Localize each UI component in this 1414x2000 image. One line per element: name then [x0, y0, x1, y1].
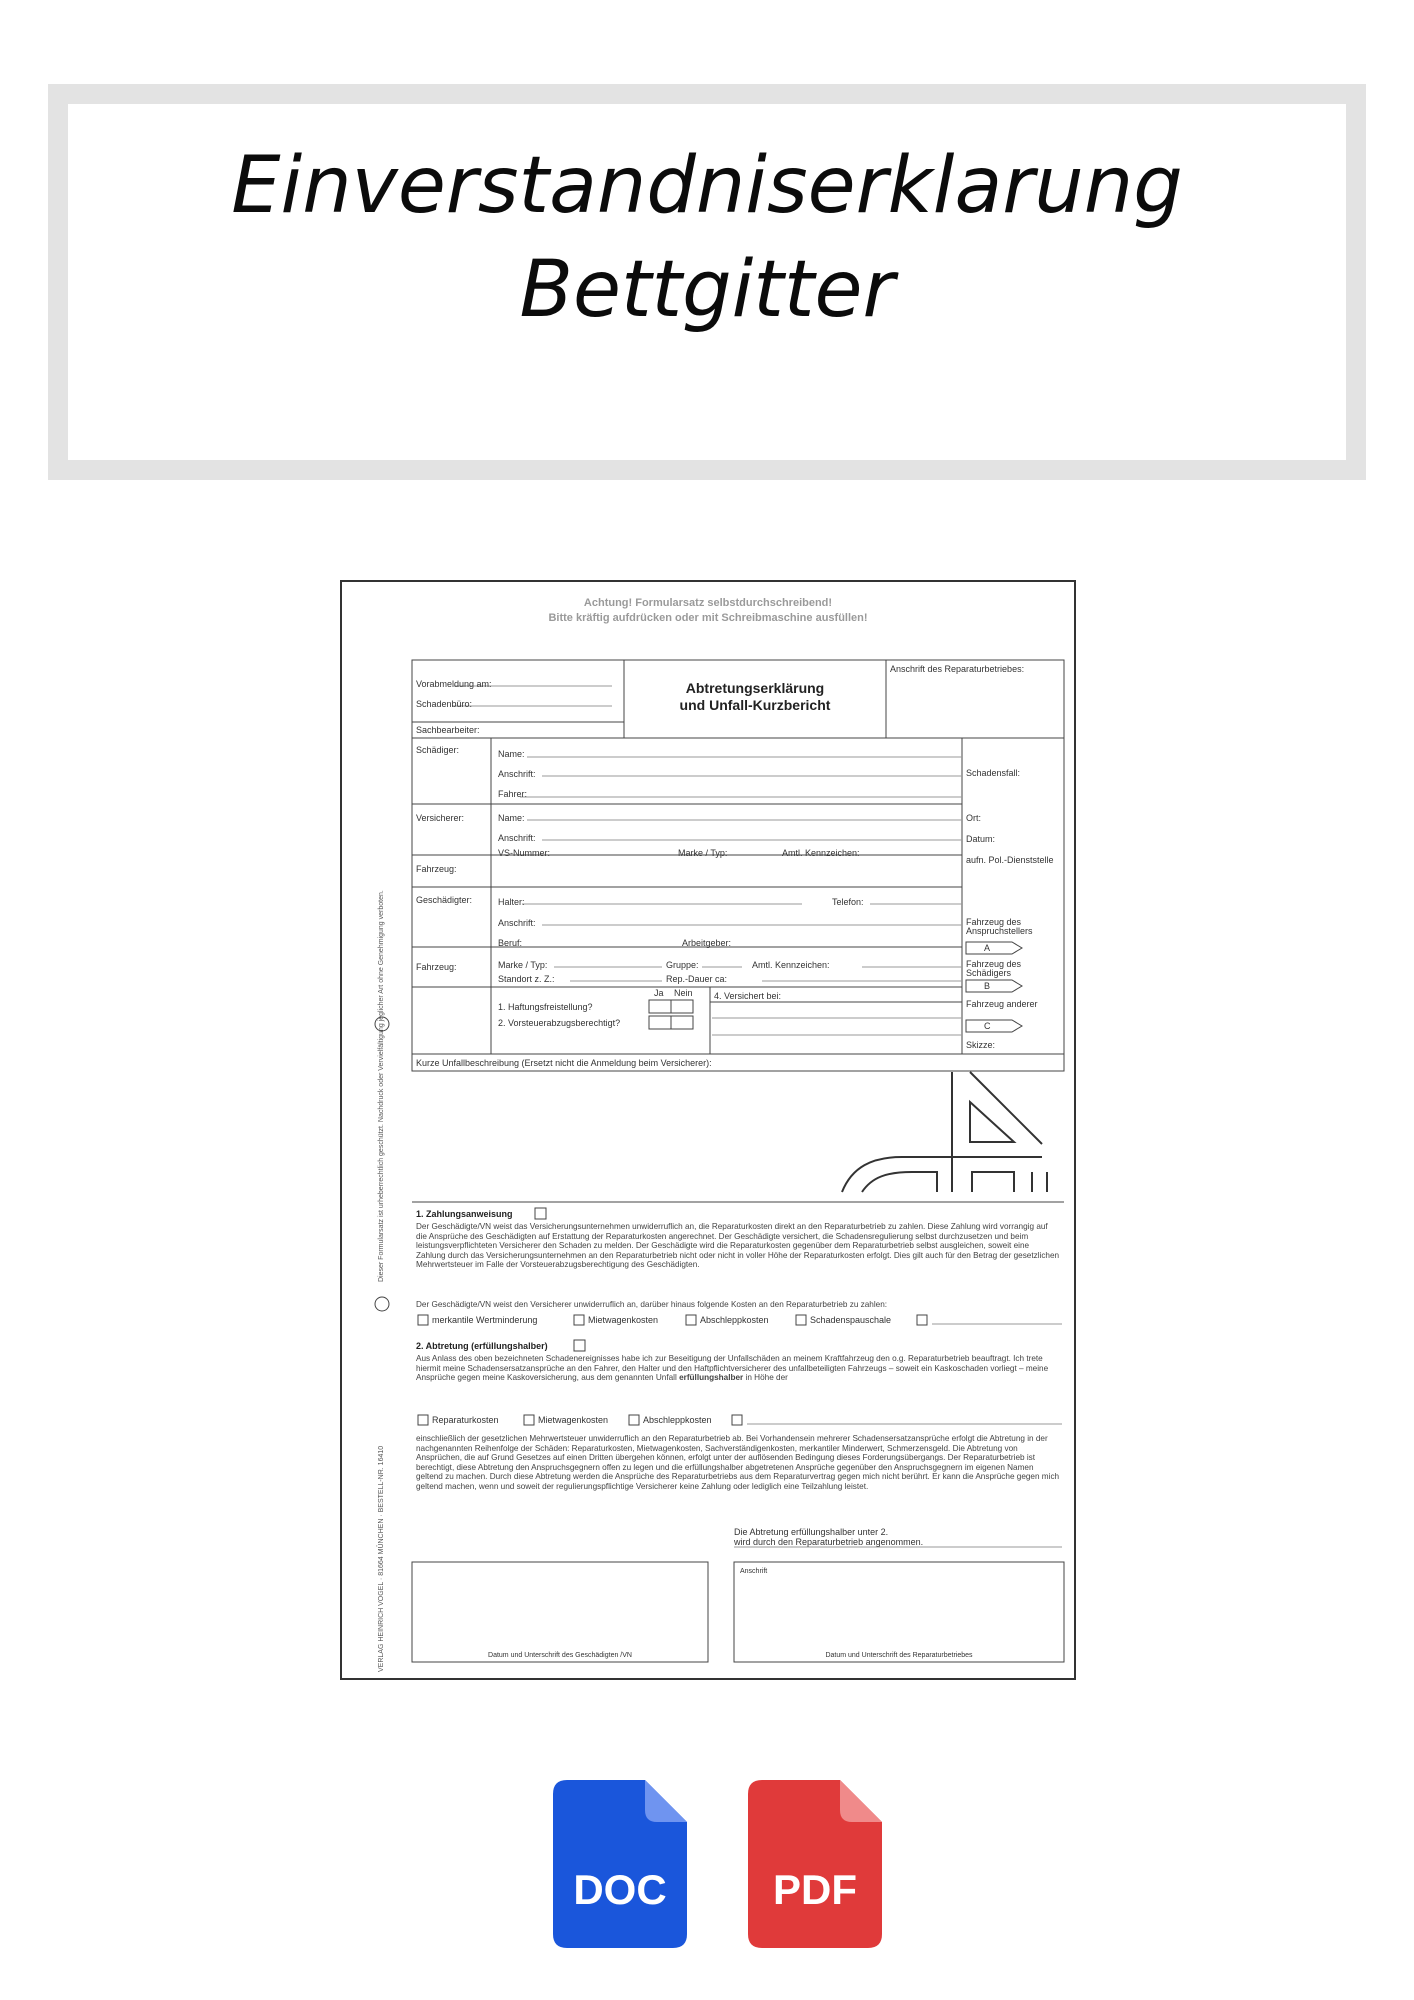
box-a-label: A	[984, 943, 991, 953]
label-aufn: aufn. Pol.-Dienststelle	[966, 855, 1054, 865]
label-anschrift-2: Anschrift:	[498, 833, 536, 843]
label-marke-typ-2: Marke / Typ:	[498, 960, 548, 970]
section-2-text-2: einschließlich der gesetzlichen Mehrwertsteuer unwiderruflich an den Reparaturbetrieb ab. Bei Vorhandensein mehrerer Schadensersatzansprüche erfolgt die Abtretung in der nachgenannten Reihenfolge der Schäden: Reparaturkosten, Mietwagenkosten, Sachverständigenkosten, merkantiler Minderwert, Schmerzensgeld. Die Abtretung von Ansprüchen, die auf Grund Gesetzes auf einen Dritten übergehen können, erfolgt unter der auflösenden Bedingung dieses Forderungsübergangs. Der Reparaturbetrieb ist berechtigt, diese Abtretung den Anspruchsgegnern offen zu legen und die erfüllungshalber abgetretenen Ansprüche gegenüber den Anspruchsgegnern im eigenen Namen geltend zu machen. Durch diese Abtretung werden die Ansprüche des Reparaturbetriebs aus dem Reparaturvertrag gegen mich nicht berührt. Er kann die Ansprüche gegen mich geltend machen, wenn und soweit der regulierungspflichtige Versicherer keine Zahlung oder lediglich eine Teilzahlung leistet.	[416, 1434, 1060, 1491]
label-arbeitgeber: Arbeitgeber:	[682, 938, 732, 948]
doc-download-button[interactable]	[553, 1780, 687, 1948]
title-line-2: Bettgitter	[519, 245, 895, 335]
label-versicherer: Versicherer:	[416, 813, 465, 823]
form-title	[624, 680, 886, 714]
label-fz-schaediger: Fahrzeug des Schädigers	[966, 959, 1022, 978]
doc-label: DOC	[573, 1866, 667, 1913]
label-kurze: Kurze Unfallbeschreibung (Ersetzt nicht die Anmeldung beim Versicherer):	[416, 1058, 712, 1068]
label-geschaedigter: Geschädigter:	[416, 895, 473, 905]
form-title-line-2: und Unfall-Kurzbericht	[679, 697, 831, 713]
label-haftung: 1. Haftungsfreistellung?	[498, 1002, 593, 1012]
page-title	[68, 134, 1346, 342]
label-gruppe: Gruppe:	[666, 960, 699, 970]
section-2-bold: erfüllungshalber	[679, 1373, 744, 1383]
section-1-text: Der Geschädigte/VN weist das Versicherungsunternehmen unwiderruflich an, die Reparaturkosten direkt an den Reparaturbetrieb zu zahlen. Diese Zahlung wird vorrangig auf die Ansprüche des Geschädigten auf Erstattung der Reparaturkosten angerechnet. Der Geschädigte versichert, die Schadensregulierung selbst durchzusetzen und beim leistungsverpflichteten Versicherer den Schaden zu melden. Der Geschädigte wird die Reparaturkosten gegenüber dem Reparaturbetrieb selbst ausgleichen, soweit eine Zahlung durch das Versicherungsunternehmen an den Reparaturbetrieb nicht oder nicht in voller Höhe der Reparaturkosten erfolgt. Dies gilt auch für den Betrag der gesetzlichen Mehrwertsteuer im Falle der Vorsteuerabzugsberechtigung des Geschädigten.	[416, 1222, 1060, 1270]
label-vorab: Vorabmeldung am:	[416, 679, 492, 689]
side-text-2: VERLAG HEINRICH VOGEL · 81664 MÜNCHEN · BESTELL-NR. 16410	[378, 1445, 385, 1672]
label-anschrift-sig: Anschrift	[740, 1568, 768, 1575]
signature-label-2: Datum und Unterschrift des Reparaturbetriebes	[825, 1652, 973, 1659]
section-1-text-2: Der Geschädigte/VN weist den Versicherer unwiderruflich an, darüber hinaus folgende Kosten an den Reparaturbetrieb zu zahlen:	[416, 1300, 888, 1309]
label-schaediger: Schädiger:	[416, 745, 460, 755]
label-nein: Nein	[674, 988, 693, 998]
label-accept-1: Die Abtretung erfüllungshalber unter 2.	[734, 1527, 889, 1537]
label-amtl: Amtl. Kennzeichen:	[782, 848, 860, 858]
section-2-text-end: in Höhe der	[745, 1373, 788, 1383]
side-text-1: Dieser Formularsatz ist urheberrechtlich geschützt. Nachdruck oder Vervielfältigung jeglicher Art ohne Genehmigung verboten.	[378, 890, 385, 1282]
label-amtl-2: Amtl. Kennzeichen:	[752, 960, 830, 970]
label-repdauer: Rep.-Dauer ca:	[666, 974, 728, 984]
checkbox-label-4: Schadenspauschale	[810, 1315, 892, 1325]
form-title-line-1: Abtretungserklärung	[685, 680, 825, 696]
label-schadenbuero: Schadenbüro:	[416, 699, 473, 709]
label-sachbearbeiter: Sachbearbeiter:	[416, 725, 480, 735]
doc-file-icon	[553, 1780, 687, 1948]
title-line-1: Einverstandniserklarung	[231, 141, 1183, 231]
label-anschrift-3: Anschrift:	[498, 918, 536, 928]
section-2-text-main: Aus Anlass des oben bezeichneten Schadenereignisses habe ich zur Beseitigung der Unfallschäden an meinem Kraftfahrzeug den o.g. Reparaturbetrieb beauftragt. Ich trete hiermit meine Schadensersatzansprüche an den Fahrer, den Halter und den Haftpflichtversicherer des unfallbeteiligten Fahrzeugs – soweit ein Kaskoschaden vorliegt – meine Ansprüche gegen meine Kaskoversicherung, aus dem genannten Unfall	[416, 1354, 1049, 1383]
section-2-text	[416, 1354, 1060, 1383]
checkbox-label-7: Abschleppkosten	[643, 1415, 712, 1425]
label-marke-typ: Marke / Typ:	[678, 848, 728, 858]
label-anschrift-rep: Anschrift des Reparaturbetriebes:	[890, 664, 1025, 674]
label-ja: Ja	[654, 988, 664, 998]
label-fahrzeug: Fahrzeug:	[416, 864, 457, 874]
form-header-1: Achtung! Formularsatz selbstdurchschreibend!	[583, 597, 833, 609]
label-standort: Standort z. Z.:	[498, 974, 555, 984]
label-name: Name:	[498, 749, 525, 759]
pdf-download-button[interactable]	[748, 1780, 882, 1948]
box-c-label: C	[984, 1021, 991, 1031]
label-beruf: Beruf:	[498, 938, 523, 948]
checkbox-label-3: Abschleppkosten	[700, 1315, 769, 1325]
title-box	[48, 84, 1366, 480]
label-fahrer: Fahrer:	[498, 789, 528, 799]
section-2-title: 2. Abtretung (erfüllungshalber)	[416, 1341, 548, 1351]
box-b-label: B	[984, 981, 991, 991]
label-vs-nummer: VS-Nummer:	[498, 848, 551, 858]
label-telefon: Telefon:	[832, 897, 864, 907]
label-fz-anspruch: Fahrzeug des Anspruchstellers	[966, 917, 1033, 936]
section-1-title: 1. Zahlungsanweisung	[416, 1209, 513, 1219]
form-header-2: Bitte kräftig aufdrücken oder mit Schreibmaschine ausfüllen!	[548, 612, 868, 624]
checkbox-label-2: Mietwagenkosten	[588, 1315, 659, 1325]
label-anschrift: Anschrift:	[498, 769, 536, 779]
pdf-label: PDF	[773, 1866, 857, 1913]
label-fahrzeug-2: Fahrzeug:	[416, 962, 457, 972]
form-preview[interactable]	[340, 580, 1076, 1680]
checkbox-label-5: Reparaturkosten	[432, 1415, 499, 1425]
label-datum: Datum:	[966, 834, 996, 844]
label-schadensfall: Schadensfall:	[966, 768, 1021, 778]
pdf-file-icon	[748, 1780, 882, 1948]
checkbox-label-1: merkantile Wertminderung	[432, 1315, 538, 1325]
label-halter: Halter:	[498, 897, 525, 907]
label-ort: Ort:	[966, 813, 981, 823]
label-name-2: Name:	[498, 813, 525, 823]
label-skizze: Skizze:	[966, 1040, 996, 1050]
label-accept-2: wird durch den Reparaturbetrieb angenommen.	[734, 1537, 924, 1547]
signature-label-1: Datum und Unterschrift des Geschädigten /VN	[488, 1652, 632, 1659]
checkbox-label-6: Mietwagenkosten	[538, 1415, 609, 1425]
label-fz-anderer: Fahrzeug anderer	[966, 999, 1038, 1009]
label-vorsteuer: 2. Vorsteuerabzugsberechtigt?	[498, 1018, 621, 1028]
label-versichert: 4. Versichert bei:	[714, 991, 782, 1001]
